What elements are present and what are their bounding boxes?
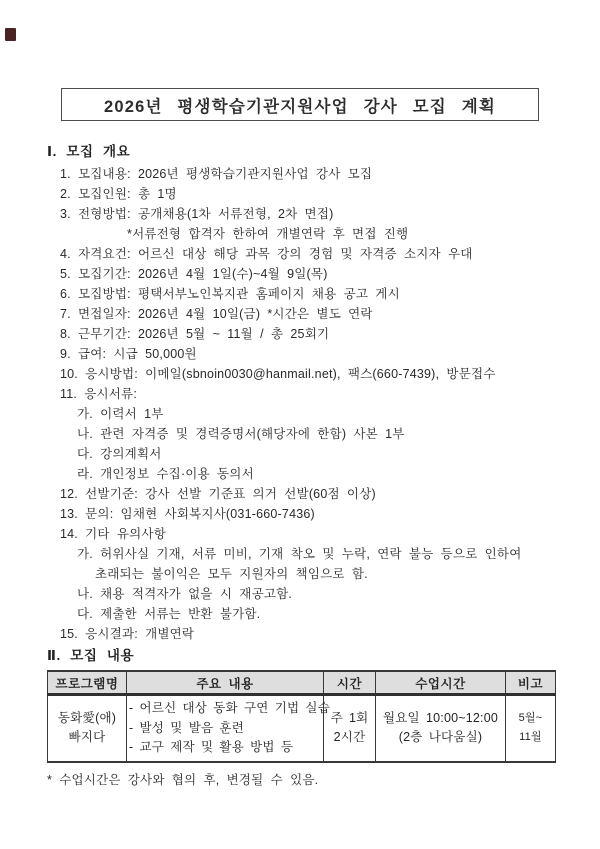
overview-line: 4. 자격요건: 어르신 대상 해당 과목 강의 경험 및 자격증 소지자 우대	[60, 247, 473, 261]
section-recruit-content	[47, 644, 587, 788]
section-overview	[47, 140, 587, 644]
detail-line: - 교구 제작 및 활용 방법 등	[129, 740, 294, 754]
overview-line: 15. 응시결과: 개별연락	[60, 627, 195, 641]
overview-line: 2. 모집인원: 총 1명	[60, 187, 177, 201]
program-name-line: 동화愛(애)	[57, 710, 117, 725]
note-line: 5월~	[518, 711, 543, 724]
overview-line: 10. 응시방법: 이메일(sbnoin0030@hanmail.net), 팩스(660-7439), 방문접수	[60, 367, 496, 381]
detail-line: - 어르신 대상 동화 구연 기법 실습	[129, 701, 330, 715]
overview-subline: 가. 이력서 1부	[77, 407, 164, 421]
cell-program	[48, 695, 127, 762]
section-overview-heading: Ⅰ. 모집 개요	[47, 144, 131, 159]
cell-hours	[324, 695, 376, 762]
program-name-line: 빠지다	[68, 730, 106, 745]
col-header-class-time: 수업시간	[376, 671, 506, 695]
document-title-box	[61, 88, 539, 121]
cell-class-time	[376, 695, 506, 762]
detail-line: - 발성 및 발음 훈련	[129, 720, 244, 735]
overview-line: 12. 선발기준: 강사 선발 기준표 의거 선발(60점 이상)	[60, 487, 376, 501]
overview-line: 1. 모집내용: 2026년 평생학습기관지원사업 강사 모집	[60, 167, 373, 181]
overview-line: 13. 문의: 임채현 사회복지사(031-660-7436)	[60, 507, 315, 521]
col-header-details: 주요 내용	[127, 671, 324, 695]
overview-note: *서류전형 합격자 한하여 개별연락 후 면접 진행	[127, 227, 409, 241]
overview-subline: 라. 개인정보 수집·이용 동의서	[77, 467, 254, 481]
overview-subline: 나. 채용 적격자가 없을 시 재공고함.	[77, 587, 293, 601]
class-time-line: 월요일 10:00~12:00	[382, 710, 499, 725]
overview-line: 14. 기타 유의사항	[60, 527, 166, 541]
document-title: 2026년 평생학습기관지원사업 강사 모집 계획	[103, 97, 496, 116]
cell-note	[506, 695, 556, 762]
overview-line: 8. 근무기간: 2026년 5월 ~ 11월 / 총 25회기	[60, 327, 330, 341]
overview-line: 7. 면접일자: 2026년 4월 10일(금) *시간은 별도 연락	[60, 307, 373, 321]
overview-line: 11. 응시서류:	[60, 387, 137, 401]
overview-line: 3. 전형방법: 공개채용(1차 서류전형, 2차 면접)	[60, 207, 334, 221]
overview-subline-wrap: 초래되는 불이익은 모두 지원자의 책임으로 함.	[95, 567, 368, 581]
overview-subline: 가. 허위사실 기재, 서류 미비, 기재 착오 및 누락, 연락 불능 등으로 인하여	[77, 547, 522, 561]
class-time-line: (2층 나다움실)	[398, 730, 483, 745]
table-header-row	[48, 671, 556, 695]
section-recruit-heading: Ⅱ. 모집 내용	[47, 648, 135, 663]
overview-subline: 나. 관련 자격증 및 경력증명서(해당자에 한함) 사본 1부	[77, 427, 405, 441]
program-table	[47, 670, 556, 763]
table-footnote: * 수업시간은 강사와 협의 후, 변경될 수 있음.	[47, 772, 319, 787]
col-header-hours: 시간	[324, 671, 376, 695]
overview-subline: 다. 강의계획서	[77, 447, 162, 461]
hours-line: 2시간	[333, 730, 366, 745]
col-header-note: 비고	[506, 671, 556, 695]
overview-line: 6. 모집방법: 평택서부노인복지관 홈페이지 채용 공고 게시	[60, 287, 400, 301]
table-row	[48, 695, 556, 762]
note-line: 11월	[519, 731, 542, 744]
scan-artifact-mark	[5, 28, 16, 41]
cell-details	[127, 695, 330, 762]
overview-lines	[47, 164, 587, 644]
overview-subline: 다. 제출한 서류는 반환 불가함.	[77, 607, 261, 621]
col-header-program: 프로그램명	[48, 671, 127, 695]
hours-line: 주 1회	[330, 710, 369, 725]
overview-line: 9. 급여: 시급 50,000원	[60, 347, 197, 361]
overview-line: 5. 모집기간: 2026년 4월 1일(수)~4월 9일(목)	[60, 267, 328, 281]
